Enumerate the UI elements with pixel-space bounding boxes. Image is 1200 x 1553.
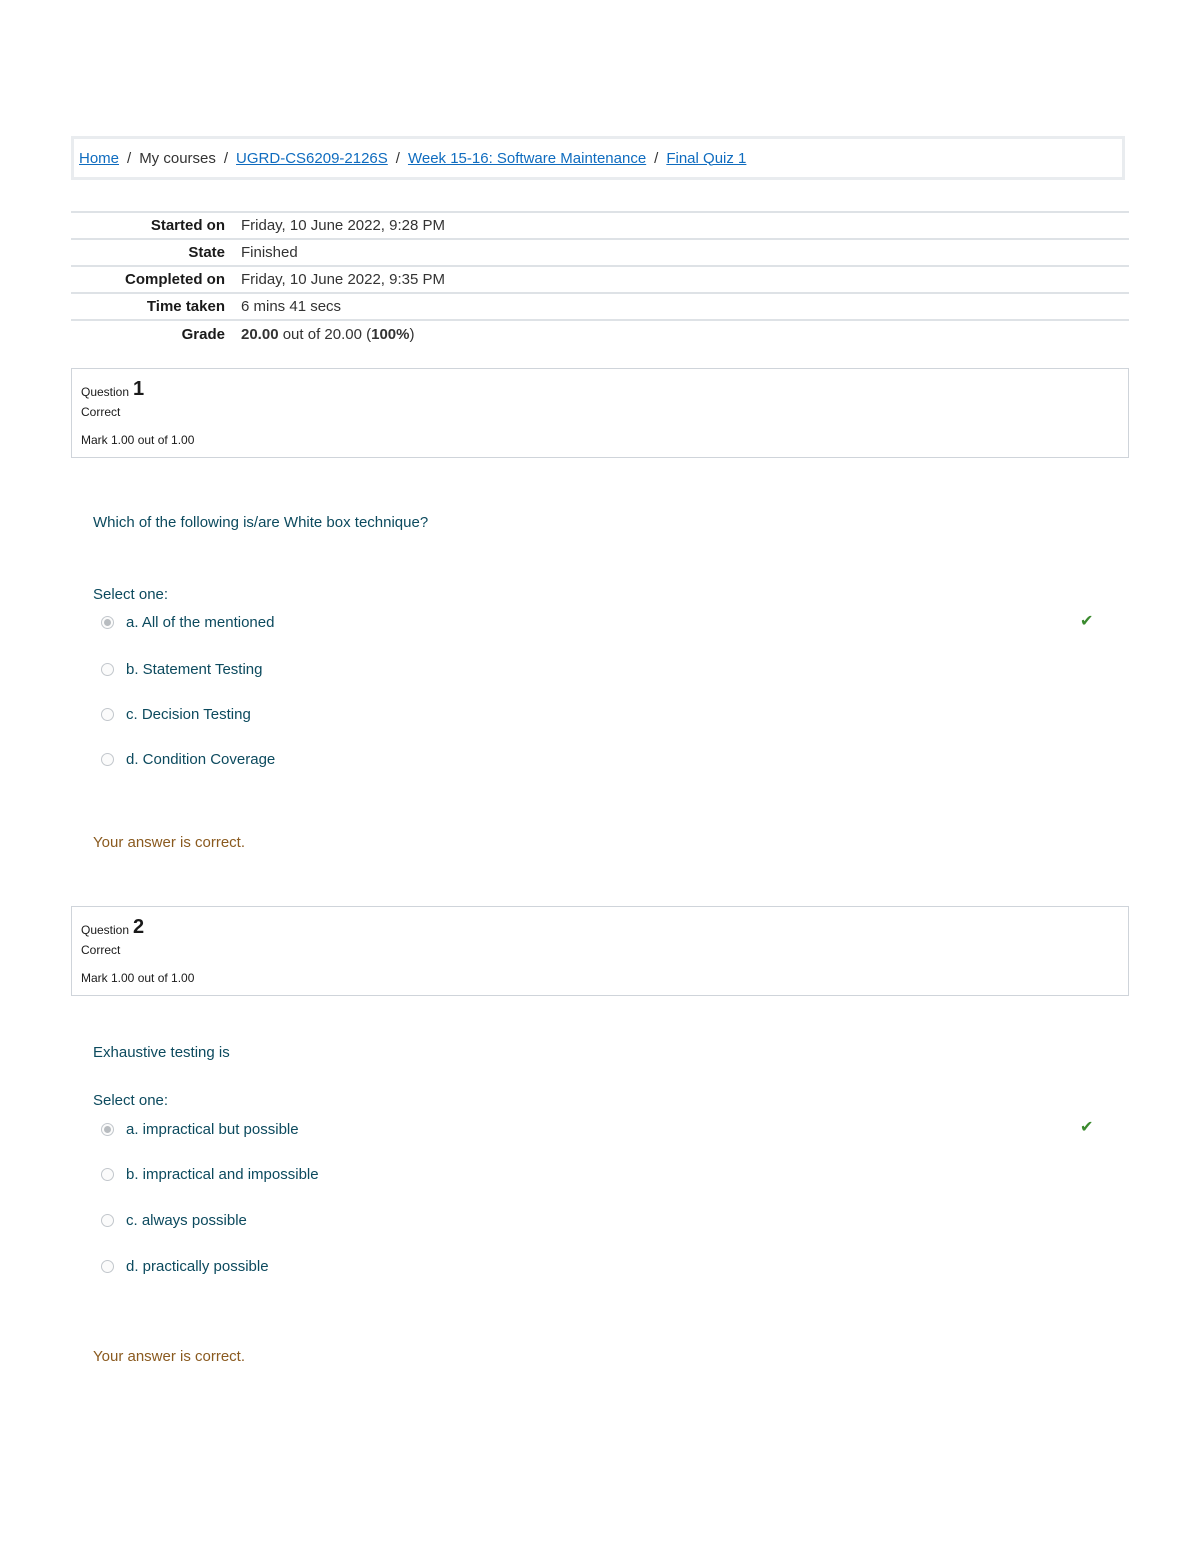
summary-row-grade [71, 320, 1129, 347]
summary-value: Friday, 10 June 2022, 9:28 PM [241, 217, 446, 234]
check-icon: ✔ [1080, 613, 1094, 630]
breadcrumb-separator: / [654, 149, 659, 167]
question-prefix: Question [81, 385, 130, 399]
breadcrumb-quiz-link[interactable]: Final Quiz 1 [666, 149, 747, 167]
breadcrumb-my-courses: My courses [139, 149, 216, 167]
radio-button[interactable] [101, 1168, 114, 1181]
question-text: Which of the following is/are White box technique? [93, 514, 429, 531]
summary-value: Friday, 10 June 2022, 9:35 PM [241, 271, 446, 288]
radio-button[interactable] [101, 753, 114, 766]
radio-button[interactable] [101, 616, 114, 629]
question-mark: Mark 1.00 out of 1.00 [81, 433, 195, 447]
summary-label: Completed on [125, 271, 225, 288]
answer-option[interactable] [101, 661, 262, 678]
summary-label: State [188, 244, 225, 261]
answer-label: c. Decision Testing [126, 706, 251, 723]
answer-label: b. impractical and impossible [126, 1166, 319, 1183]
select-one-prompt: Select one: [93, 586, 169, 603]
summary-row-time-taken [71, 293, 1129, 320]
grade-end: ) [409, 325, 415, 343]
answer-label: a. impractical but possible [126, 1121, 299, 1138]
answer-label: b. Statement Testing [126, 661, 263, 678]
summary-value: Finished [241, 244, 298, 261]
answer-label: a. All of the mentioned [126, 614, 275, 631]
question-number: 1 [133, 378, 145, 400]
question-info-1 [71, 368, 1129, 458]
answer-option[interactable] [101, 1121, 299, 1138]
answer-option[interactable] [101, 751, 275, 768]
answer-label: d. Condition Coverage [126, 751, 276, 768]
select-one-prompt: Select one: [93, 1092, 169, 1109]
question-state: Correct [81, 943, 121, 957]
summary-value: 6 mins 41 secs [241, 298, 342, 315]
breadcrumb-separator: / [127, 149, 132, 167]
check-icon: ✔ [1080, 1119, 1094, 1136]
breadcrumb [71, 136, 1125, 180]
question-info-2 [71, 906, 1129, 996]
breadcrumb-separator: / [223, 149, 229, 167]
summary-label: Grade [181, 325, 225, 343]
summary-row-completed [71, 266, 1129, 293]
breadcrumb-course-link[interactable]: UGRD-CS6209-2126S [236, 149, 388, 167]
breadcrumb-home-link[interactable]: Home [79, 149, 120, 167]
grade-score: 20.00 [241, 325, 279, 343]
answer-feedback: Your answer is correct. [93, 1348, 246, 1365]
question-number: 2 [133, 916, 145, 938]
answer-feedback: Your answer is correct. [93, 834, 246, 851]
attempt-summary-table [71, 211, 1129, 347]
breadcrumb-week-link[interactable]: Week 15-16: Software Maintenance [407, 149, 647, 167]
answer-option[interactable] [101, 706, 251, 723]
radio-button[interactable] [101, 1123, 114, 1136]
grade-middle: out of 20.00 ( [278, 325, 372, 343]
breadcrumb-separator: / [395, 149, 400, 167]
answer-option[interactable] [101, 614, 274, 631]
radio-button[interactable] [101, 1260, 114, 1273]
question-mark: Mark 1.00 out of 1.00 [81, 971, 195, 985]
summary-row-state [71, 239, 1129, 266]
grade-value [241, 320, 1129, 347]
summary-label: Time taken [146, 298, 225, 315]
radio-button[interactable] [101, 1214, 114, 1227]
question-text: Exhaustive testing is [93, 1044, 230, 1061]
question-state: Correct [81, 405, 121, 419]
summary-label: Started on [150, 217, 225, 234]
radio-button[interactable] [101, 708, 114, 721]
grade-percent: 100% [371, 325, 410, 343]
question-prefix: Question [81, 923, 130, 937]
summary-row-started [71, 212, 1129, 239]
answer-option[interactable] [101, 1166, 319, 1183]
answer-option[interactable] [101, 1212, 247, 1229]
radio-button[interactable] [101, 663, 114, 676]
answer-label: c. always possible [126, 1212, 247, 1229]
answer-label: d. practically possible [126, 1258, 269, 1275]
answer-option[interactable] [101, 1258, 269, 1275]
